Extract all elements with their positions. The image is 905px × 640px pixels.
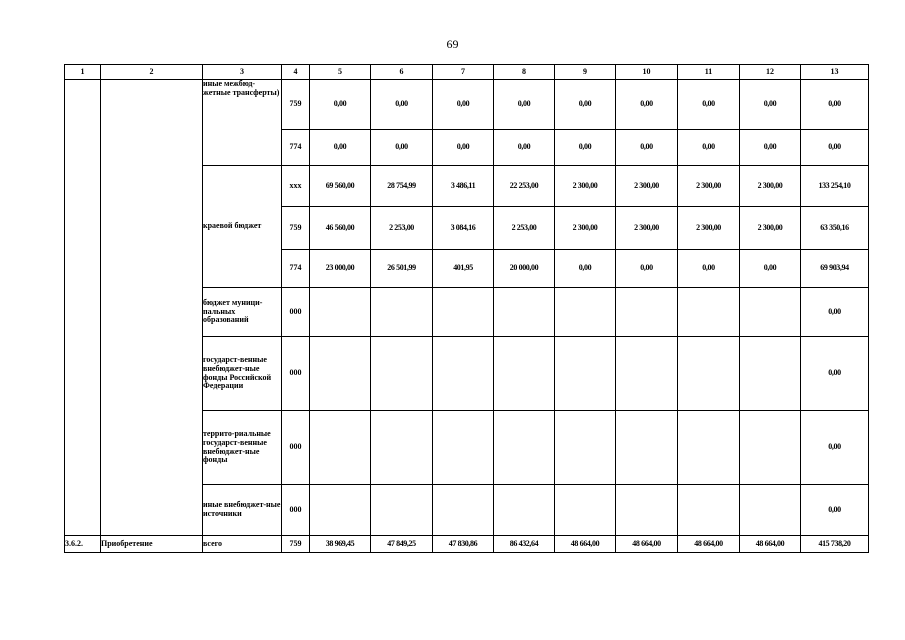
- value-cell: 0,00: [740, 80, 801, 130]
- value-cell: 0,00: [310, 80, 371, 130]
- value-cell: 2 300,00: [678, 207, 740, 250]
- source-cell: всего: [203, 536, 282, 553]
- value-cell: 2 300,00: [740, 207, 801, 250]
- value-cell: 0,00: [801, 411, 869, 485]
- value-cell: [555, 288, 616, 337]
- value-cell: 2 300,00: [555, 207, 616, 250]
- value-cell: [740, 411, 801, 485]
- code-cell: 000: [282, 337, 310, 411]
- value-cell: [678, 411, 740, 485]
- value-cell: 0,00: [801, 80, 869, 130]
- value-cell: 28 754,99: [371, 166, 433, 207]
- value-cell: [740, 337, 801, 411]
- value-cell: 2 300,00: [678, 166, 740, 207]
- value-cell: [494, 485, 555, 536]
- value-cell: 69 903,94: [801, 250, 869, 288]
- header-row: [65, 65, 869, 80]
- value-cell: [555, 337, 616, 411]
- value-cell: 3 084,16: [433, 207, 494, 250]
- code-cell: 000: [282, 411, 310, 485]
- value-cell: 48 664,00: [555, 536, 616, 553]
- value-cell: [740, 485, 801, 536]
- value-cell: 48 664,00: [740, 536, 801, 553]
- code-cell: xxx: [282, 166, 310, 207]
- value-cell: [433, 485, 494, 536]
- value-cell: 86 432,64: [494, 536, 555, 553]
- value-cell: [494, 288, 555, 337]
- table-row: [65, 536, 869, 553]
- value-cell: [371, 288, 433, 337]
- value-cell: [310, 411, 371, 485]
- value-cell: [433, 288, 494, 337]
- header-cell: 1: [65, 65, 101, 80]
- item-name: Приобретение: [101, 536, 203, 553]
- value-cell: 22 253,00: [494, 166, 555, 207]
- code-cell: 759: [282, 207, 310, 250]
- code-cell: 000: [282, 288, 310, 337]
- value-cell: 0,00: [494, 80, 555, 130]
- value-cell: [678, 337, 740, 411]
- value-cell: 63 350,16: [801, 207, 869, 250]
- value-cell: [616, 411, 678, 485]
- value-cell: 48 664,00: [678, 536, 740, 553]
- value-cell: 2 253,00: [494, 207, 555, 250]
- value-cell: 0,00: [616, 80, 678, 130]
- value-cell: [494, 411, 555, 485]
- value-cell: 401,95: [433, 250, 494, 288]
- value-cell: 0,00: [555, 130, 616, 166]
- value-cell: [616, 337, 678, 411]
- value-cell: 38 969,45: [310, 536, 371, 553]
- value-cell: 23 000,00: [310, 250, 371, 288]
- value-cell: [433, 411, 494, 485]
- value-cell: 0,00: [616, 250, 678, 288]
- code-cell: 774: [282, 130, 310, 166]
- value-cell: 47 830,86: [433, 536, 494, 553]
- value-cell: [616, 288, 678, 337]
- value-cell: 0,00: [678, 250, 740, 288]
- value-cell: 0,00: [433, 80, 494, 130]
- source-cell: краевой бюджет: [203, 166, 282, 288]
- source-cell: иные межбюд-жетные трансферты): [203, 80, 282, 166]
- value-cell: 0,00: [801, 130, 869, 166]
- header-cell: 3: [203, 65, 282, 80]
- value-cell: [678, 288, 740, 337]
- value-cell: 0,00: [801, 288, 869, 337]
- value-cell: [678, 485, 740, 536]
- value-cell: 2 253,00: [371, 207, 433, 250]
- code-cell: 000: [282, 485, 310, 536]
- code-cell: 759: [282, 80, 310, 130]
- value-cell: 48 664,00: [616, 536, 678, 553]
- name-cell-empty: [101, 80, 203, 536]
- value-cell: 0,00: [616, 130, 678, 166]
- value-cell: 415 738,20: [801, 536, 869, 553]
- value-cell: [740, 288, 801, 337]
- value-cell: 0,00: [371, 130, 433, 166]
- value-cell: 2 300,00: [555, 166, 616, 207]
- header-cell: 6: [371, 65, 433, 80]
- value-cell: [433, 337, 494, 411]
- header-cell: 9: [555, 65, 616, 80]
- value-cell: 47 849,25: [371, 536, 433, 553]
- value-cell: 3 486,11: [433, 166, 494, 207]
- value-cell: 69 560,00: [310, 166, 371, 207]
- value-cell: 0,00: [555, 80, 616, 130]
- number-cell-empty: [65, 80, 101, 536]
- source-cell: государст-венные внебюджет-ные фонды Российской Федерации: [203, 337, 282, 411]
- value-cell: 0,00: [740, 130, 801, 166]
- source-cell: иные внебюджет-ные источники: [203, 485, 282, 536]
- value-cell: [616, 485, 678, 536]
- table-row: [65, 80, 869, 130]
- value-cell: 0,00: [371, 80, 433, 130]
- header-cell: 13: [801, 65, 869, 80]
- value-cell: 0,00: [494, 130, 555, 166]
- header-cell: 8: [494, 65, 555, 80]
- header-cell: 11: [678, 65, 740, 80]
- header-cell: 12: [740, 65, 801, 80]
- header-cell: 4: [282, 65, 310, 80]
- code-cell: 759: [282, 536, 310, 553]
- value-cell: 20 000,00: [494, 250, 555, 288]
- value-cell: 0,00: [433, 130, 494, 166]
- value-cell: 2 300,00: [616, 207, 678, 250]
- value-cell: [371, 337, 433, 411]
- budget-table: [64, 64, 869, 553]
- value-cell: 0,00: [555, 250, 616, 288]
- value-cell: 133 254,10: [801, 166, 869, 207]
- value-cell: [555, 411, 616, 485]
- value-cell: 2 300,00: [740, 166, 801, 207]
- value-cell: [494, 337, 555, 411]
- value-cell: 0,00: [740, 250, 801, 288]
- value-cell: [310, 288, 371, 337]
- value-cell: [371, 485, 433, 536]
- value-cell: 26 501,99: [371, 250, 433, 288]
- value-cell: [310, 485, 371, 536]
- value-cell: 46 560,00: [310, 207, 371, 250]
- item-number: 3.6.2.: [65, 536, 101, 553]
- source-cell: террито-риальные государст-венные внебюджет-ные фонды: [203, 411, 282, 485]
- value-cell: 0,00: [801, 485, 869, 536]
- header-cell: 7: [433, 65, 494, 80]
- value-cell: [310, 337, 371, 411]
- value-cell: 0,00: [801, 337, 869, 411]
- value-cell: 0,00: [678, 80, 740, 130]
- value-cell: 0,00: [310, 130, 371, 166]
- page-number: 69: [446, 37, 459, 51]
- header-cell: 2: [101, 65, 203, 80]
- value-cell: 2 300,00: [616, 166, 678, 207]
- source-cell: бюджет муници-пальных образований: [203, 288, 282, 337]
- value-cell: [371, 411, 433, 485]
- header-cell: 5: [310, 65, 371, 80]
- code-cell: 774: [282, 250, 310, 288]
- header-cell: 10: [616, 65, 678, 80]
- value-cell: [555, 485, 616, 536]
- value-cell: 0,00: [678, 130, 740, 166]
